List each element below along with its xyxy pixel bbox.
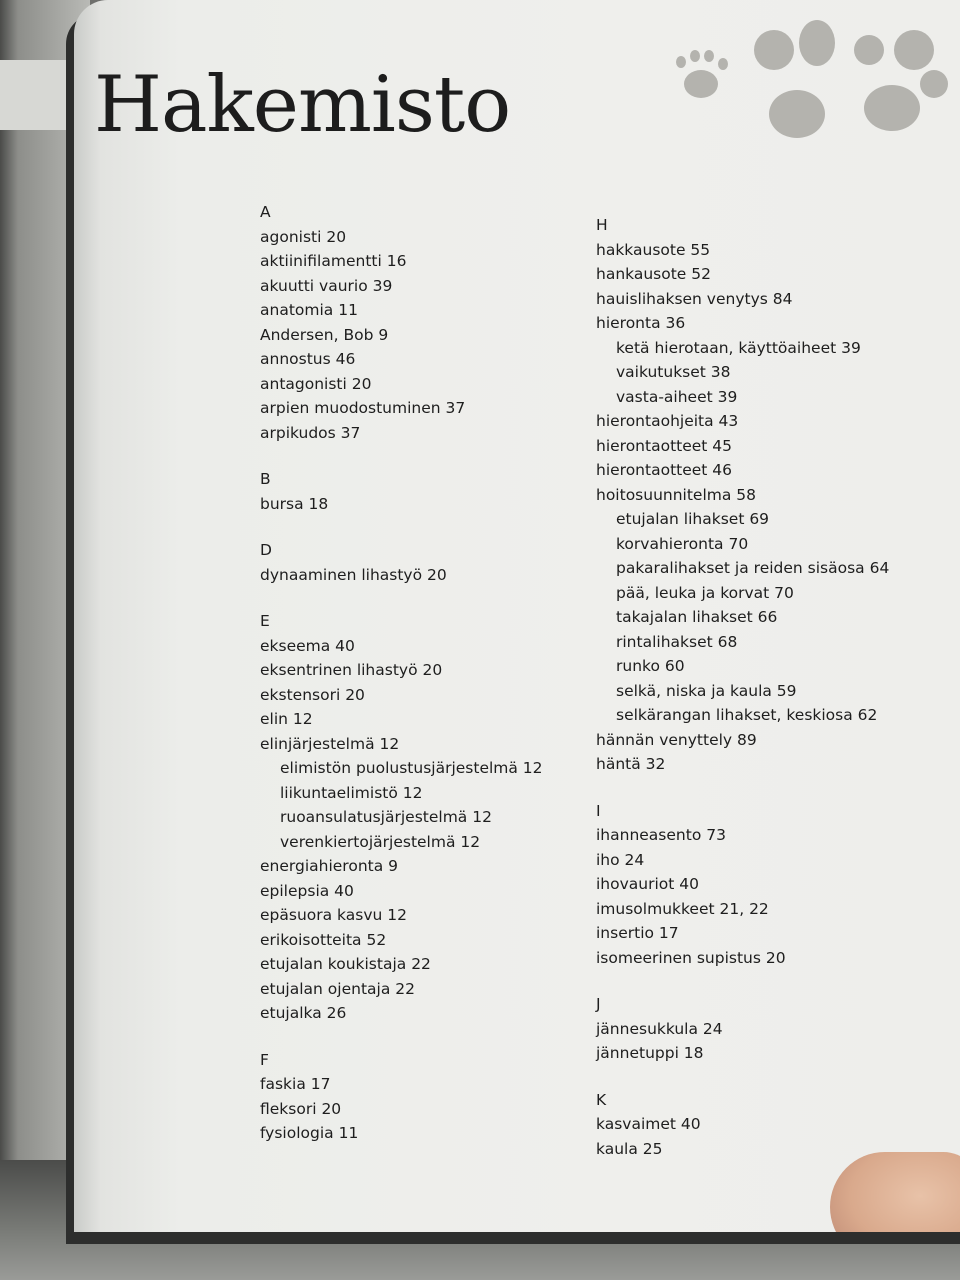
index-entry: hieronta 36 — [596, 314, 686, 332]
index-group-h — [596, 213, 889, 777]
index-entry: faskia 17 — [260, 1075, 331, 1093]
index-subentry: ketä hierotaan, käyttöaiheet 39 — [616, 338, 861, 357]
index-entry: Andersen, Bob 9 — [260, 325, 389, 344]
index-subentry: selkä, niska ja kaula 59 — [616, 681, 797, 700]
index-letter: B — [260, 470, 271, 488]
index-entry: häntä 32 — [596, 755, 666, 773]
index-group-i — [596, 799, 889, 971]
book-page — [74, 0, 960, 1232]
thumb — [830, 1152, 960, 1232]
index-entry: anatomia 11 — [260, 301, 358, 319]
index-group-f — [260, 1048, 543, 1146]
paw-print-icon — [749, 20, 839, 140]
index-entry: hierontaohjeita 43 — [596, 412, 739, 430]
index-entry: erikoisotteita 52 — [260, 930, 387, 949]
index-subentry: vasta-aiheet 39 — [616, 387, 738, 406]
index-subentry: rintalihakset 68 — [616, 632, 738, 651]
index-entry: ihovauriot 40 — [596, 875, 699, 893]
index-letter: I — [596, 801, 601, 820]
index-entry: elinjärjestelmä 12 — [260, 734, 400, 753]
index-entry: eksentrinen lihastyö 20 — [260, 661, 443, 679]
index-entry: fysiologia 11 — [260, 1124, 359, 1142]
index-entry: ekstensori 20 — [260, 685, 365, 704]
index-entry: jännetuppi 18 — [596, 1044, 704, 1062]
index-entry: imusolmukkeet 21, 22 — [596, 899, 769, 918]
index-entry: dynaaminen lihastyö 20 — [260, 565, 447, 584]
index-letter: D — [260, 541, 272, 559]
index-subentry: elimistön puolustusjärjestelmä 12 — [280, 759, 543, 777]
index-subentry: verenkiertojärjestelmä 12 — [280, 832, 481, 851]
page-title: Hakemisto — [94, 60, 511, 150]
index-subentry: pakaralihakset ja reiden sisäosa 64 — [616, 559, 890, 577]
index-entry: epäsuora kasvu 12 — [260, 906, 407, 924]
index-entry: akuutti vaurio 39 — [260, 276, 393, 295]
index-entry: fleksori 20 — [260, 1099, 342, 1118]
index-entry: arpien muodostuminen 37 — [260, 399, 466, 417]
index-entry: etujalka 26 — [260, 1004, 347, 1022]
index-subentry: selkärangan lihakset, keskiosa 62 — [616, 706, 878, 724]
index-subentry: ruoansulatusjärjestelmä 12 — [280, 808, 492, 826]
index-column-left — [260, 200, 543, 1146]
index-entry: energiahieronta 9 — [260, 857, 399, 875]
index-entry: annostus 46 — [260, 350, 356, 368]
index-group-e — [260, 609, 543, 1026]
index-entry: hauislihaksen venytys 84 — [596, 289, 793, 308]
index-group-d — [260, 538, 543, 587]
index-entry: hankausote 52 — [596, 265, 711, 283]
index-group-b — [260, 467, 543, 516]
index-entry: hoitosuunnitelma 58 — [596, 485, 757, 504]
index-letter: K — [596, 1090, 607, 1109]
index-entry: antagonisti 20 — [260, 374, 372, 393]
index-letter: H — [596, 216, 608, 234]
index-group-a — [260, 200, 543, 445]
index-subentry: etujalan lihakset 69 — [616, 510, 770, 528]
index-entry: hännän venyttely 89 — [596, 730, 757, 749]
index-entry: arpikudos 37 — [260, 423, 361, 442]
index-entry: agonisti 20 — [260, 227, 347, 246]
index-entry: elin 12 — [260, 710, 313, 728]
index-entry: hierontaotteet 45 — [596, 436, 733, 455]
index-entry: kaula 25 — [596, 1139, 663, 1158]
index-entry: hakkausote 55 — [596, 240, 711, 259]
index-letter: F — [260, 1050, 269, 1069]
index-entry: isomeerinen supistus 20 — [596, 948, 786, 967]
index-letter: E — [260, 612, 270, 630]
index-entry: etujalan ojentaja 22 — [260, 979, 415, 998]
index-subentry: pää, leuka ja korvat 70 — [616, 583, 794, 602]
index-entry: aktiinifilamentti 16 — [260, 252, 407, 270]
index-letter: J — [596, 995, 601, 1013]
index-letter: A — [260, 203, 271, 221]
index-subentry: takajalan lihakset 66 — [616, 608, 778, 626]
index-entry: bursa 18 — [260, 494, 329, 513]
index-subentry: vaikutukset 38 — [616, 363, 731, 381]
index-group-k — [596, 1088, 889, 1162]
index-entry: hierontaotteet 46 — [596, 461, 733, 479]
index-entry: ihanneasento 73 — [596, 826, 726, 844]
index-entry: epilepsia 40 — [260, 881, 354, 900]
paw-print-icon — [674, 50, 734, 110]
index-entry: ekseema 40 — [260, 636, 355, 655]
index-column-right — [596, 213, 889, 1161]
index-entry: insertio 17 — [596, 924, 679, 942]
index-entry: etujalan koukistaja 22 — [260, 955, 431, 973]
paw-print-icon — [854, 30, 954, 140]
index-group-j — [596, 992, 889, 1066]
index-entry: kasvaimet 40 — [596, 1115, 701, 1133]
index-entry: jännesukkula 24 — [596, 1019, 723, 1038]
index-entry: iho 24 — [596, 850, 645, 869]
index-subentry: runko 60 — [616, 657, 685, 675]
index-subentry: korvahieronta 70 — [616, 534, 749, 553]
index-subentry: liikuntaelimistö 12 — [280, 783, 423, 802]
